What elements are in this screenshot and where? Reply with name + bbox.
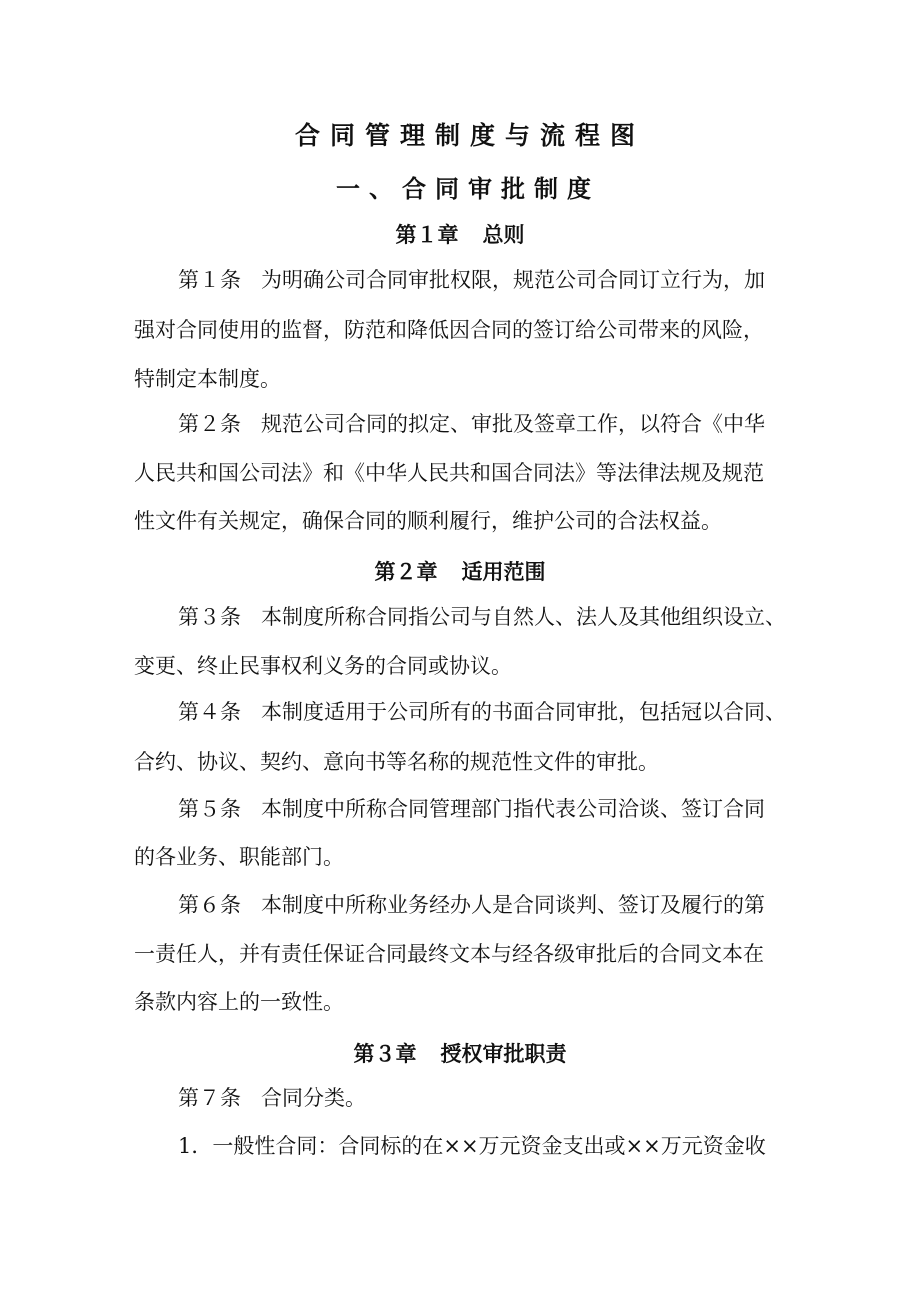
article-line: 人民共和国公司法》和《中华人民共和国合同法》等法律法规及规范	[134, 461, 764, 485]
chapter-name: 授权审批职责	[440, 1041, 567, 1066]
section-title: 一、合同审批制度	[336, 174, 600, 203]
article-line	[178, 1083, 794, 1113]
article-label: 第２条	[178, 412, 241, 436]
article-text: 本制度中所称合同管理部门指代表公司洽谈、签订合同	[261, 797, 765, 821]
article-line	[178, 890, 794, 920]
document-title: 合同管理制度与流程图	[294, 121, 645, 150]
list-item: 1．一般性合同：合同标的在××万元资金支出或××万元资金收	[178, 1134, 766, 1158]
article-line: 特制定本制度。	[134, 367, 281, 391]
article-text: 本制度中所称业务经办人是合同谈判、签订及履行的第	[261, 893, 765, 917]
chapter-number: 第１章	[395, 222, 459, 247]
article-line: 条款内容上的一致性。	[134, 990, 344, 1014]
chapter-heading	[0, 1038, 920, 1068]
chapter-number: 第３章	[353, 1041, 417, 1066]
article-line	[178, 794, 794, 824]
article-line: 的各业务、职能部门。	[134, 845, 344, 869]
article-line: 强对合同使用的监督，防范和降低因合同的签订给公司带来的风险，	[134, 318, 764, 342]
article-text: 本制度所称合同指公司与自然人、法人及其他组织设立、	[261, 605, 786, 629]
chapter-name: 适用范围	[461, 559, 546, 584]
article-label: 第６条	[178, 893, 241, 917]
chapter-heading	[0, 219, 920, 249]
article-line: 变更、终止民事权利义务的合同或协议。	[134, 654, 512, 678]
article-line: 性文件有关规定，确保合同的顺利履行，维护公司的合法权益。	[134, 509, 722, 533]
chapter-name: 总则	[482, 222, 525, 247]
article-text: 本制度适用于公司所有的书面合同审批，包括冠以合同、	[261, 700, 786, 724]
article-text: 规范公司合同的拟定、审批及签章工作，以符合《中华	[261, 412, 765, 436]
article-label: 第３条	[178, 605, 241, 629]
article-line	[178, 265, 794, 295]
article-label: 第４条	[178, 700, 241, 724]
article-line	[178, 602, 794, 632]
chapter-number: 第２章	[374, 559, 438, 584]
chapter-heading	[0, 556, 920, 586]
article-label: 第５条	[178, 797, 241, 821]
article-line	[178, 409, 794, 439]
article-label: 第１条	[178, 268, 241, 292]
article-label: 第７条	[178, 1086, 241, 1110]
article-text: 合同分类。	[261, 1086, 366, 1110]
article-text: 为明确公司合同审批权限，规范公司合同订立行为，加	[261, 268, 765, 292]
article-line: 一责任人，并有责任保证合同最终文本与经各级审批后的合同文本在	[134, 942, 764, 966]
article-line: 合约、协议、契约、意向书等名称的规范性文件的审批。	[134, 750, 659, 774]
article-line	[178, 697, 794, 727]
